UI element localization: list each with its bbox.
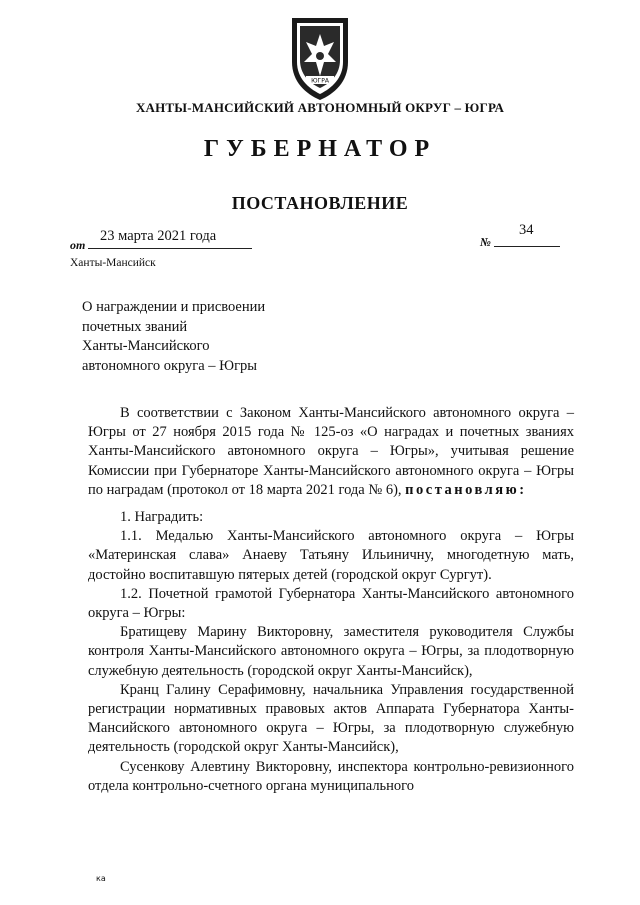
document-body [88,404,574,796]
authority-title: ГУБЕРНАТОР [203,136,437,162]
document-number: 34 [519,222,534,238]
item-1: 1. Наградить: [120,509,204,526]
preamble-text: В соответствии с Законом Ханты-Мансийского автономного округа – Югры от 27 ноября 2015 года № 125-оз «О наградах и почетных званиях Ханты-Мансийского автономного округа – Югры», учитывая решение Комиссии при Губернаторе Ханты-Мансийского автономного округа – Югры по наградам (протокол от 18 марта 2021 года № 6), [88,405,574,498]
subject-line: О награждении и присвоении [82,299,266,315]
preamble-paragraph [88,404,574,500]
subject-line: автономного округа – Югры [82,357,258,374]
document-date: 23 марта 2021 года [100,228,217,244]
subject-line: почетных званий [82,318,188,335]
item-1-1: 1.1. Медалью Ханты-Мансийского автономного округа – Югры «Материнская слава» Анаеву Татьяну Ильиничну, многодетную мать, достойно воспитавшую пятерых детей (городской округ Сургут). [88,528,574,583]
region-name: ХАНТЫ-МАНСИЙСКИЙ АВТОНОМНЫЙ ОКРУГ – ЮГРА [135,100,505,115]
document-type: ПОСТАНОВЛЕНИЕ [231,193,409,213]
coat-of-arms-icon [284,12,356,104]
number-label: № [480,235,491,249]
date-underline [88,248,252,249]
date-label: от [70,238,86,252]
awardee-paragraph: Братищеву Марину Викторовну, заместителя руководителя Службы контроля Ханты-Мансийского автономного округа – Югры, за плодотворную служебную деятельность (городской округ Ханты-Мансийск), [88,624,574,679]
footer-mark: ка [96,874,106,883]
resolve-word: постановляю [405,481,520,498]
subject-line: Ханты-Мансийского [82,338,210,354]
awardee-paragraph: Кранц Галину Серафимовну, начальника Управления государственной регистрации нормативных правовых актов Аппарата Губернатора Ханты-Мансийского автономного округа – Югры, за плодотворную служебную деятельность (городской округ Ханты-Мансийск), [88,681,574,756]
document-subject [82,298,342,376]
item-1-2: 1.2. Почетной грамотой Губернатора Ханты-Мансийского автономного округа – Югры: [88,585,574,622]
emblem-label: ЮГРА [311,77,329,85]
document-city: Ханты-Мансийск [70,257,156,269]
awardee-paragraph: Сусенкову Алевтину Викторовну, инспектора контрольно-ревизионного отдела контрольно-счетного органа муниципального [88,758,574,794]
number-underline [494,246,560,247]
resolve-colon: : [519,481,525,498]
